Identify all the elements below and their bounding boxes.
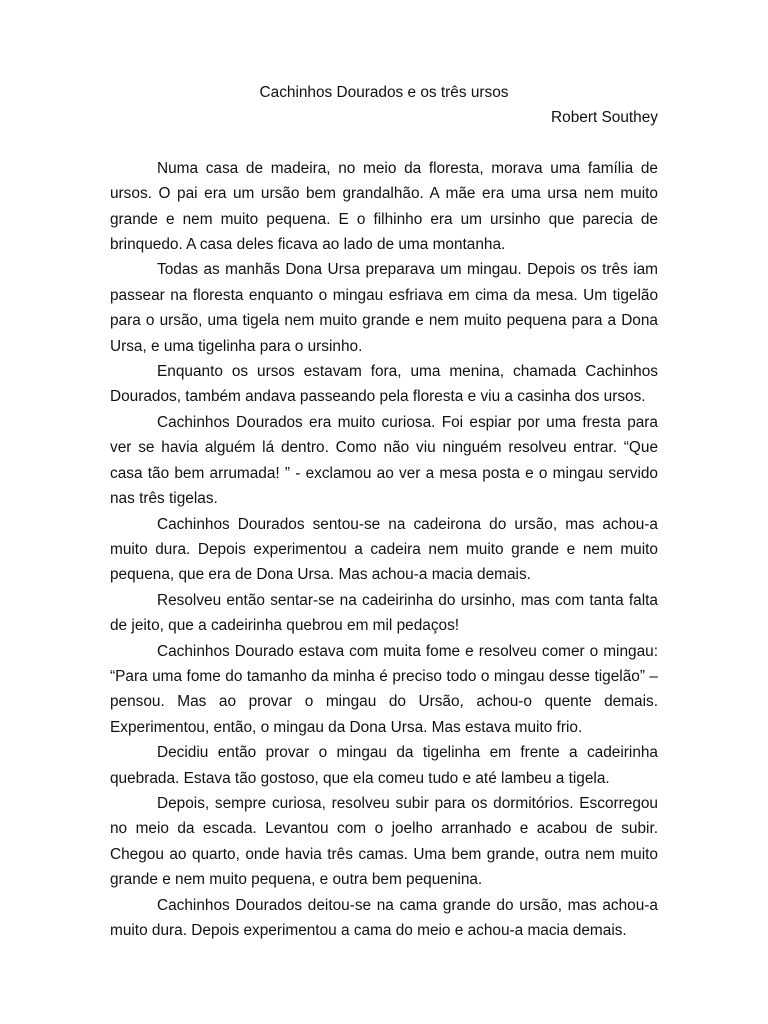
paragraph-3: Enquanto os ursos estavam fora, uma menina, chamada Cachinhos Dourados, também andava passeando pela floresta e viu a casinha dos ursos. — [110, 363, 658, 406]
document-title: Cachinhos Dourados e os três ursos — [259, 84, 509, 101]
paragraph-10: Cachinhos Dourados deitou-se na cama grande do ursão, mas achou-a muito dura. Depois experimentou a cama do meio e achou-a macia demais. — [110, 896, 658, 939]
paragraph-2: Todas as manhãs Dona Ursa preparava um mingau. Depois os três iam passear na floresta enquanto o mingau esfriava em cima da mesa. Um tigelão para o ursão, uma tigela nem muito grande e nem muito pequena para a Dona Ursa, e uma tigelinha para o ursinho. — [110, 261, 658, 355]
paragraph-5: Cachinhos Dourados sentou-se na cadeirona do ursão, mas achou-a muito dura. Depois experimentou a cadeira nem muito grande e nem muito pequena, que era de Dona Ursa. Mas achou-a macia demais. — [110, 515, 658, 584]
paragraph-1: Numa casa de madeira, no meio da floresta, morava uma família de ursos. O pai era um ursão bem grandalhão. A mãe era uma ursa nem muito grande e nem muito pequena. E o filhinho era um ursinho que parecia de brinquedo. A casa deles ficava ao lado de uma montanha. — [110, 159, 658, 254]
paragraph-8: Decidiu então provar o mingau da tigelinha em frente a cadeirinha quebrada. Estava tão gostoso, que ela comeu tudo e até lambeu a tigela. — [110, 744, 658, 787]
document-page — [110, 80, 658, 943]
paragraph-9: Depois, sempre curiosa, resolveu subir para os dormitórios. Escorregou no meio da escada. Levantou com o joelho arranhado e acabou de subir. Chegou ao quarto, onde havia três camas. Uma bem grande, outra nem muito grande e nem muito pequena, e outra bem pequenina. — [110, 794, 658, 889]
paragraph-6: Resolveu então sentar-se na cadeirinha do ursinho, mas com tanta falta de jeito, que a cadeirinha quebrou em mil pedaços! — [110, 591, 658, 635]
document-author: Robert Southey — [551, 109, 658, 127]
paragraph-7: Cachinhos Dourado estava com muita fome e resolveu comer o mingau: “Para uma fome do tamanho da minha é preciso todo o mingau desse tigelão” – pensou. Mas ao provar o mingau do Ursão, achou-o quente demais. Experimentou, então, o mingau da Dona Ursa. Mas estava muito frio. — [110, 642, 658, 736]
paragraph-4: Cachinhos Dourados era muito curiosa. Foi espiar por uma fresta para ver se havia alguém lá dentro. Como não viu ninguém resolveu entrar. “Que casa tão bem arrumada! ” - exclamou ao ver a mesa posta e o mingau servido nas três tigelas. — [110, 413, 658, 508]
